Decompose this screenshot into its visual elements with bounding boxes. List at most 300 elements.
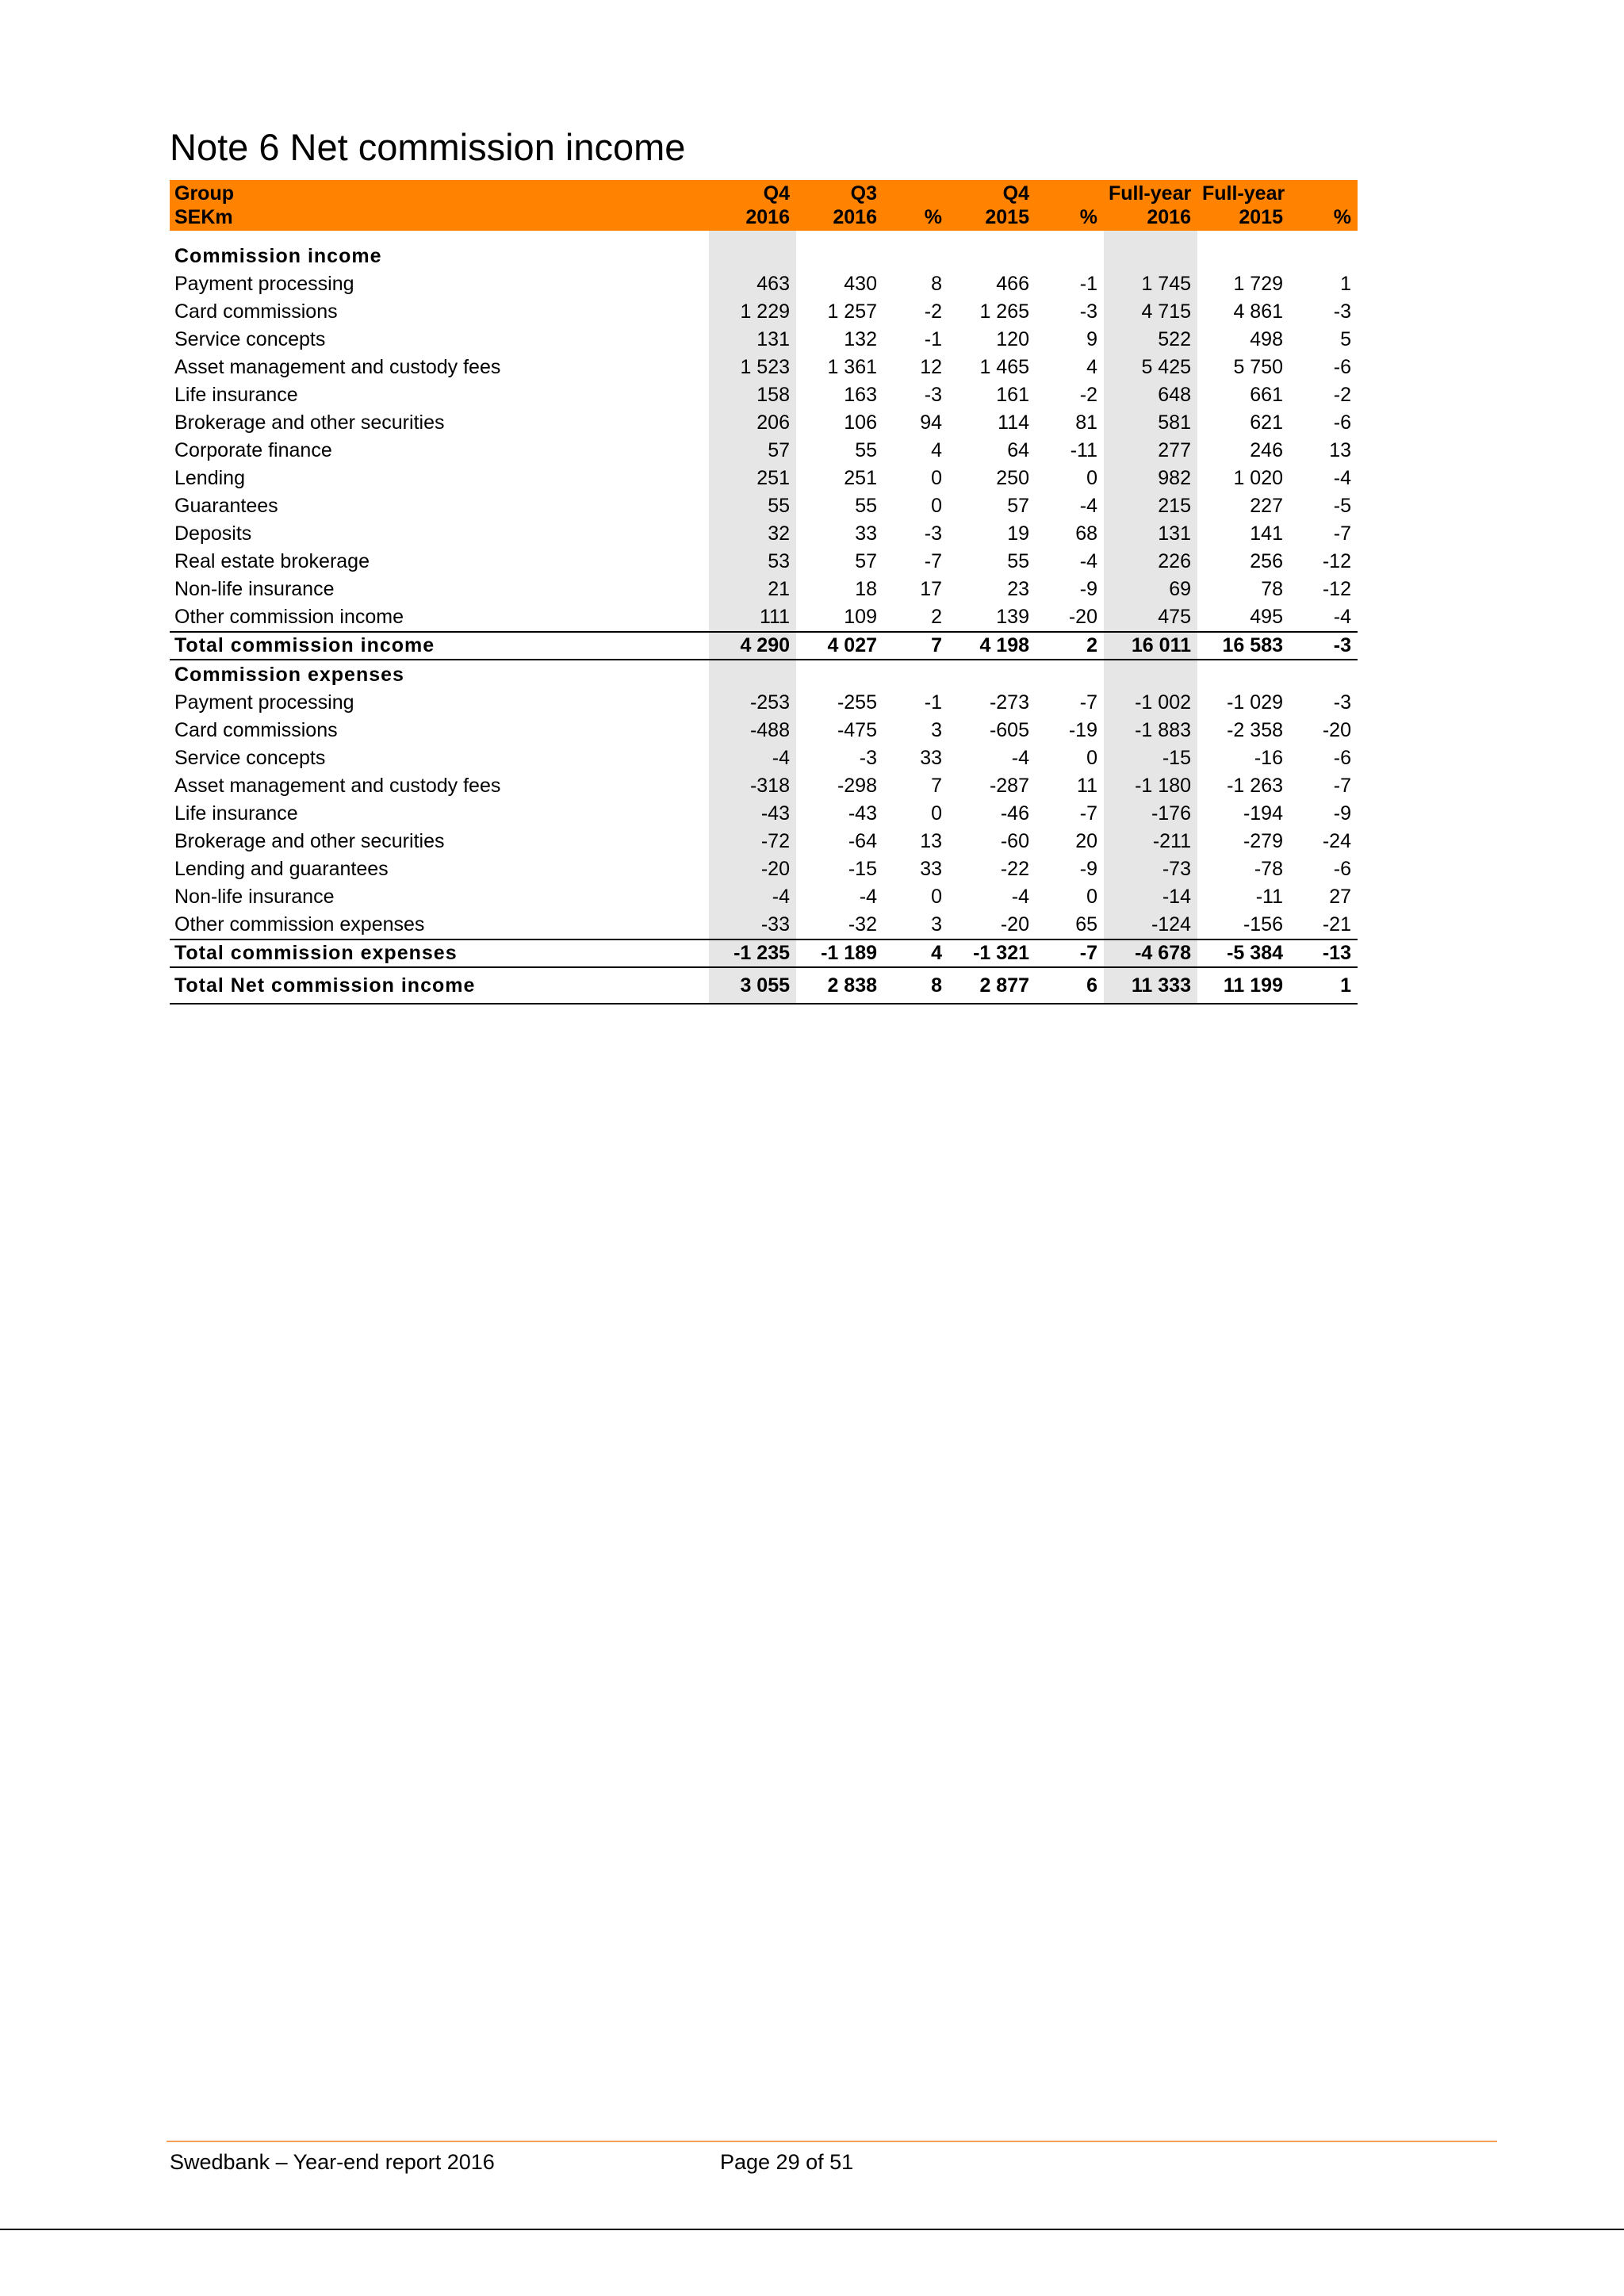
cell-value: -6: [1333, 858, 1351, 880]
cell-value: 4 027: [796, 632, 883, 660]
cell-value: -14: [1104, 883, 1197, 911]
cell-value: -2 358: [1227, 719, 1283, 741]
cell-value: Q4: [709, 180, 796, 205]
cell-value: 81: [1075, 411, 1097, 434]
cell-value: -43: [709, 800, 796, 828]
cell-empty: [883, 242, 948, 270]
cell-value: 475: [1104, 603, 1197, 632]
cell-value: 55: [855, 439, 877, 461]
cell-value: 1 523: [709, 354, 796, 381]
cell-value: 2016: [796, 205, 883, 231]
cell-value: -5: [1333, 495, 1351, 517]
cell-value: -4: [709, 744, 796, 772]
row-label: Lending and guarantees: [174, 858, 389, 880]
cell-value: 1: [1289, 967, 1358, 1004]
spacer-row: [170, 231, 1358, 242]
cell-value: 32: [709, 520, 796, 548]
cell-value: -4: [1079, 550, 1097, 572]
cell-value: -1 002: [1104, 689, 1197, 717]
table-row: [170, 409, 1358, 437]
cell-value: 251: [709, 465, 796, 492]
row-label: Non-life insurance: [174, 886, 335, 908]
cell-value: 12: [920, 356, 942, 378]
cell-value: %: [883, 205, 948, 231]
page-title: Note 6 Net commission income: [170, 126, 686, 168]
cell-value: -475: [837, 719, 877, 741]
cell-value: 111: [709, 603, 796, 632]
cell-value: [883, 180, 948, 205]
cell-value: -3: [924, 522, 942, 545]
cell-value: -1 321: [948, 939, 1036, 967]
cell-value: 227: [1250, 495, 1283, 517]
cell-value: -194: [1243, 802, 1283, 825]
cell-value: 19: [1007, 522, 1029, 545]
cell-value: 114: [998, 411, 1029, 434]
cell-empty: [1289, 660, 1358, 689]
cell-value: -1 029: [1227, 691, 1283, 714]
cell-value: [1104, 231, 1197, 242]
cell-value: -4: [709, 883, 796, 911]
cell-value: -1: [924, 328, 942, 350]
table-row: [170, 437, 1358, 465]
cell-value: 498: [1250, 328, 1283, 350]
cell-value: -156: [1243, 913, 1283, 936]
cell-value: Q3: [796, 180, 883, 205]
cell-empty: [1104, 242, 1197, 270]
cell-value: -124: [1104, 911, 1197, 939]
cell-value: 7: [883, 632, 948, 660]
cell-empty: [709, 242, 796, 270]
table-row: [170, 911, 1358, 939]
cell-value: -11: [1070, 439, 1097, 461]
table-row: [170, 520, 1358, 548]
cell-value: 0: [1086, 467, 1097, 489]
cell-value: 2016: [709, 205, 796, 231]
cell-value: -3: [1333, 691, 1351, 714]
cell-value: [1197, 231, 1289, 242]
cell-value: 6: [1036, 967, 1104, 1004]
cell-value: 4 861: [1233, 300, 1283, 323]
section-commission-expenses: [170, 660, 1358, 689]
cell-value: 21: [709, 576, 796, 603]
cell-value: %: [1289, 205, 1358, 231]
row-label: Asset management and custody fees: [174, 356, 501, 378]
total-commission-income-row: [170, 632, 1358, 660]
cell-value: -9: [1333, 802, 1351, 825]
row-label: Deposits: [174, 522, 252, 545]
cell-value: 0: [1086, 886, 1097, 908]
cell-value: 120: [996, 328, 1029, 350]
cell-value: -6: [1333, 356, 1351, 378]
row-label: Lending: [174, 467, 245, 489]
cell-value: 982: [1104, 465, 1197, 492]
cell-value: 55: [709, 492, 796, 520]
cell-value: 8: [931, 273, 942, 295]
cell-value: 3: [931, 913, 942, 936]
total-net-commission-income-row: [170, 967, 1358, 1004]
cell-value: [883, 231, 948, 242]
row-label: Payment processing: [174, 691, 354, 714]
table-row: [170, 381, 1358, 409]
cell-value: -279: [1243, 830, 1283, 852]
cell-value: 648: [1104, 381, 1197, 409]
cell-value: 131: [1104, 520, 1197, 548]
cell-value: 33: [920, 858, 942, 880]
cell-value: -24: [1322, 830, 1351, 852]
cell-empty: [883, 660, 948, 689]
cell-value: 1 361: [827, 356, 877, 378]
cell-value: 250: [996, 467, 1029, 489]
cell-value: 0: [931, 467, 942, 489]
cell-value: -4: [1333, 606, 1351, 628]
row-label: Real estate brokerage: [174, 550, 370, 572]
cell-value: 2 877: [948, 967, 1036, 1004]
cell-value: -2: [1333, 384, 1351, 406]
cell-value: Full-year: [1104, 180, 1197, 205]
cell-value: 7: [931, 775, 942, 797]
page-bottom-rule: [0, 2229, 1624, 2230]
cell-value: 94: [920, 411, 942, 434]
cell-value: 1 257: [827, 300, 877, 323]
cell-value: -78: [1254, 858, 1283, 880]
cell-value: 1 265: [979, 300, 1029, 323]
cell-value: 4 290: [709, 632, 796, 660]
cell-value: 106: [844, 411, 877, 434]
cell-value: -1 189: [796, 939, 883, 967]
cell-value: -72: [709, 828, 796, 855]
cell-value: -12: [1322, 578, 1351, 600]
row-label: Total commission expenses: [170, 939, 709, 967]
cell-value: 2 838: [796, 967, 883, 1004]
cell-value: -1: [924, 691, 942, 714]
row-label: Payment processing: [174, 273, 354, 295]
footer-report-name: Swedbank – Year-end report 2016: [170, 2150, 495, 2174]
row-label: Group: [170, 180, 709, 205]
section-heading: Commission expenses: [174, 663, 404, 686]
cell-value: 16 583: [1197, 632, 1289, 660]
cell-value: 16 011: [1104, 632, 1197, 660]
cell-value: -4: [1011, 886, 1029, 908]
cell-value: 57: [1007, 495, 1029, 517]
cell-value: 23: [1007, 578, 1029, 600]
net-commission-income-table: [170, 180, 1358, 1004]
cell-value: -60: [1000, 830, 1029, 852]
cell-value: -273: [989, 691, 1029, 714]
footer-page-number: Page 29 of 51: [720, 2150, 854, 2174]
cell-value: 8: [883, 967, 948, 1004]
cell-value: 4: [1086, 356, 1097, 378]
cell-value: -1 263: [1227, 775, 1283, 797]
cell-value: 13: [920, 830, 942, 852]
cell-value: -298: [837, 775, 877, 797]
cell-value: -46: [1000, 802, 1029, 825]
cell-value: -7: [1333, 522, 1351, 545]
table-row: [170, 772, 1358, 800]
cell-value: 68: [1075, 522, 1097, 545]
cell-value: -20: [709, 855, 796, 883]
cell-value: 13: [1329, 439, 1351, 461]
cell-value: 661: [1250, 384, 1283, 406]
cell-value: 1 465: [979, 356, 1029, 378]
cell-value: -287: [989, 775, 1029, 797]
cell-value: [1289, 231, 1358, 242]
cell-value: 69: [1104, 576, 1197, 603]
cell-value: 522: [1104, 326, 1197, 354]
cell-value: [948, 231, 1036, 242]
cell-value: -1 235: [709, 939, 796, 967]
cell-value: -9: [1079, 858, 1097, 880]
row-label: [170, 231, 709, 242]
table-row: [170, 298, 1358, 326]
cell-value: 1 229: [709, 298, 796, 326]
cell-value: -20: [1322, 719, 1351, 741]
cell-value: -4: [1011, 747, 1029, 769]
cell-value: -11: [1255, 886, 1283, 908]
cell-value: -1: [1079, 273, 1097, 295]
cell-value: 206: [709, 409, 796, 437]
row-label: Asset management and custody fees: [174, 775, 501, 797]
cell-value: 1 745: [1104, 270, 1197, 298]
cell-value: -21: [1322, 913, 1351, 936]
cell-value: 11: [1077, 775, 1097, 797]
row-label: Brokerage and other securities: [174, 411, 445, 434]
table-row: [170, 270, 1358, 298]
cell-empty: [1036, 242, 1104, 270]
cell-value: -2: [924, 300, 942, 323]
cell-empty: [1197, 242, 1289, 270]
cell-value: -33: [709, 911, 796, 939]
section-heading: Commission income: [174, 244, 382, 267]
cell-value: -176: [1104, 800, 1197, 828]
cell-value: 5 750: [1233, 356, 1283, 378]
table-row: [170, 576, 1358, 603]
cell-value: -605: [989, 719, 1029, 741]
cell-value: 33: [920, 747, 942, 769]
cell-value: 466: [996, 273, 1029, 295]
cell-value: -4: [1079, 495, 1097, 517]
table-row: [170, 828, 1358, 855]
cell-value: 0: [931, 886, 942, 908]
cell-value: 215: [1104, 492, 1197, 520]
cell-value: -6: [1333, 411, 1351, 434]
row-label: Other commission expenses: [174, 913, 425, 936]
cell-value: -15: [1104, 744, 1197, 772]
cell-empty: [1036, 660, 1104, 689]
cell-value: -1 180: [1104, 772, 1197, 800]
cell-empty: [948, 660, 1036, 689]
cell-value: 55: [1007, 550, 1029, 572]
cell-value: [1036, 231, 1104, 242]
cell-value: 256: [1250, 550, 1283, 572]
row-label: SEKm: [170, 205, 709, 231]
cell-value: 64: [1007, 439, 1029, 461]
cell-value: 132: [844, 328, 877, 350]
cell-value: 78: [1261, 578, 1283, 600]
cell-value: 495: [1250, 606, 1283, 628]
cell-value: 55: [855, 495, 877, 517]
cell-value: 277: [1104, 437, 1197, 465]
cell-value: -20: [1068, 606, 1097, 628]
cell-value: [709, 231, 796, 242]
cell-value: %: [1036, 205, 1104, 231]
table-row: [170, 492, 1358, 520]
table-row: [170, 689, 1358, 717]
cell-value: Full-year: [1197, 180, 1289, 205]
cell-value: -9: [1079, 578, 1097, 600]
cell-value: 33: [855, 522, 877, 545]
cell-value: 226: [1104, 548, 1197, 576]
cell-value: 251: [844, 467, 877, 489]
cell-value: 11 333: [1104, 967, 1197, 1004]
cell-value: -32: [848, 913, 877, 936]
cell-value: 0: [1086, 747, 1097, 769]
cell-value: -253: [709, 689, 796, 717]
cell-value: 0: [931, 802, 942, 825]
cell-value: -7: [1079, 802, 1097, 825]
cell-empty: [1289, 242, 1358, 270]
cell-value: -73: [1104, 855, 1197, 883]
cell-value: -255: [837, 691, 877, 714]
cell-value: 0: [931, 495, 942, 517]
table-row: [170, 465, 1358, 492]
cell-value: 621: [1250, 411, 1283, 434]
section-commission-income: [170, 242, 1358, 270]
cell-empty: [1104, 660, 1197, 689]
row-label: Life insurance: [174, 802, 298, 825]
cell-empty: [709, 660, 796, 689]
cell-value: -5 384: [1197, 939, 1289, 967]
row-label: Non-life insurance: [174, 578, 335, 600]
cell-value: 2016: [1104, 205, 1197, 231]
total-commission-expenses-row: [170, 939, 1358, 967]
footer-rule: [167, 2141, 1497, 2142]
cell-value: 4: [931, 439, 942, 461]
cell-empty: [1197, 660, 1289, 689]
cell-value: -19: [1068, 719, 1097, 741]
cell-value: -7: [924, 550, 942, 572]
table-row: [170, 800, 1358, 828]
table-header-row-1: [170, 180, 1358, 205]
cell-value: -12: [1322, 550, 1351, 572]
cell-value: -22: [1000, 858, 1029, 880]
row-label: Total Net commission income: [170, 967, 709, 1004]
cell-value: 158: [709, 381, 796, 409]
table-row: [170, 883, 1358, 911]
cell-value: 109: [844, 606, 877, 628]
cell-value: -16: [1254, 747, 1283, 769]
cell-value: -7: [1036, 939, 1104, 967]
cell-value: 163: [844, 384, 877, 406]
cell-value: 430: [844, 273, 877, 295]
cell-value: -64: [848, 830, 877, 852]
cell-value: -7: [1079, 691, 1097, 714]
cell-value: 246: [1250, 439, 1283, 461]
table-header-row-2: [170, 205, 1358, 231]
cell-empty: [948, 242, 1036, 270]
cell-value: 53: [709, 548, 796, 576]
cell-value: -4 678: [1104, 939, 1197, 967]
cell-value: -318: [709, 772, 796, 800]
cell-value: -20: [1000, 913, 1029, 936]
cell-value: 581: [1104, 409, 1197, 437]
table-row: [170, 354, 1358, 381]
cell-value: -3: [1333, 300, 1351, 323]
row-label: Card commissions: [174, 719, 338, 741]
cell-value: 2015: [1197, 205, 1289, 231]
cell-value: -7: [1333, 775, 1351, 797]
cell-value: 4 198: [948, 632, 1036, 660]
row-label: Card commissions: [174, 300, 338, 323]
row-label: Brokerage and other securities: [174, 830, 445, 852]
row-label: Guarantees: [174, 495, 278, 517]
cell-value: 3 055: [709, 967, 796, 1004]
cell-value: -2: [1079, 384, 1097, 406]
cell-value: [1289, 180, 1358, 205]
cell-value: -3: [1289, 632, 1358, 660]
cell-value: 131: [709, 326, 796, 354]
cell-value: -43: [848, 802, 877, 825]
row-label: Service concepts: [174, 747, 326, 769]
table-row: [170, 717, 1358, 744]
table-row: [170, 855, 1358, 883]
cell-value: 161: [996, 384, 1029, 406]
cell-value: -15: [848, 858, 877, 880]
cell-value: 18: [855, 578, 877, 600]
cell-value: 1: [1340, 273, 1351, 295]
cell-value: 3: [931, 719, 942, 741]
cell-value: -3: [924, 384, 942, 406]
table-row: [170, 548, 1358, 576]
cell-empty: [796, 242, 883, 270]
cell-value: 5: [1340, 328, 1351, 350]
cell-value: 2: [931, 606, 942, 628]
cell-value: -13: [1289, 939, 1358, 967]
row-label: Total commission income: [170, 632, 709, 660]
table-row: [170, 326, 1358, 354]
cell-value: 4 715: [1104, 298, 1197, 326]
table-row: [170, 744, 1358, 772]
cell-value: Q4: [948, 180, 1036, 205]
cell-value: -488: [709, 717, 796, 744]
cell-value: 1 020: [1233, 467, 1283, 489]
cell-value: 57: [855, 550, 877, 572]
cell-value: 139: [996, 606, 1029, 628]
cell-value: 4: [883, 939, 948, 967]
cell-value: -1 883: [1104, 717, 1197, 744]
cell-value: 9: [1086, 328, 1097, 350]
cell-value: -3: [859, 747, 877, 769]
cell-value: -3: [1079, 300, 1097, 323]
cell-value: 65: [1075, 913, 1097, 936]
cell-value: 27: [1329, 886, 1351, 908]
row-label: Corporate finance: [174, 439, 332, 461]
cell-value: -4: [859, 886, 877, 908]
cell-empty: [796, 660, 883, 689]
cell-value: [796, 231, 883, 242]
row-label: Other commission income: [174, 606, 404, 628]
cell-value: 463: [709, 270, 796, 298]
cell-value: -6: [1333, 747, 1351, 769]
cell-value: 141: [1250, 522, 1283, 545]
cell-value: 2: [1036, 632, 1104, 660]
cell-value: 20: [1075, 830, 1097, 852]
cell-value: -211: [1104, 828, 1197, 855]
cell-value: 17: [920, 578, 942, 600]
table-row: [170, 603, 1358, 632]
cell-value: 57: [709, 437, 796, 465]
cell-value: 1 729: [1233, 273, 1283, 295]
cell-value: -4: [1333, 467, 1351, 489]
